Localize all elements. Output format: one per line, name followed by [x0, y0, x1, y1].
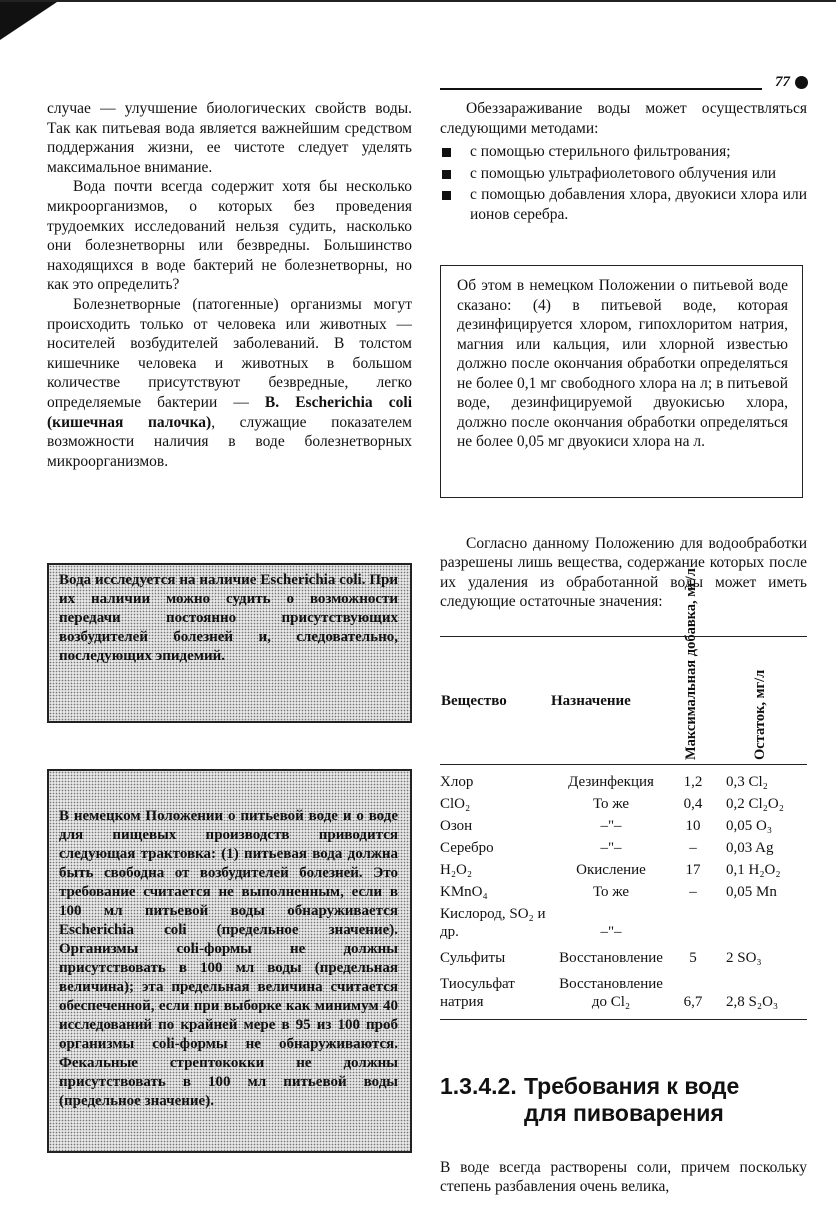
- cell-max-dose: 0,4: [683, 796, 703, 812]
- table-row: [440, 815, 807, 837]
- cell-purpose: Дезинфекция: [568, 774, 654, 790]
- cell-max-dose: –: [689, 840, 697, 856]
- section-title-line1: Требования к воде: [524, 1073, 740, 1099]
- cell-purpose: –"–: [600, 840, 622, 856]
- cell-purpose: Окисление: [576, 862, 646, 878]
- cell-substance: Хлор: [440, 774, 474, 790]
- cell-substance: Озон: [440, 818, 473, 834]
- header-substance: Вещество: [441, 692, 507, 709]
- cell-max-dose: 5: [689, 950, 697, 966]
- cell-residual: [714, 903, 807, 943]
- list-item: с помощью стерильного фильтрования;: [440, 142, 807, 162]
- table-header-row: [440, 637, 807, 765]
- table-row: [440, 765, 807, 794]
- pathogens-text-end: , служащие показателем возможности наличия в воде болезнетворных микроорганизмов.: [47, 413, 412, 470]
- list-item: с помощью ультрафиолетового облучения или: [440, 164, 807, 184]
- cell-purpose: Восстановление: [559, 950, 663, 966]
- cell-substance: KMnO₄: [440, 884, 488, 900]
- cell-residual: 0,05 Mn: [726, 884, 777, 900]
- cell-substance: Кислород, SO₂ и др.: [440, 906, 546, 940]
- cell-max-dose: 1,2: [683, 774, 703, 790]
- cell-residual: 0,05 O₃: [726, 818, 773, 834]
- cell-max-dose: –: [689, 884, 697, 900]
- highlight-box-ecoli: Вода исследуется на наличие Escherichia coli. При их наличии можно судить о возможности передачи постоянно присутствующих возбудителей болезней и, следовательно, последующих эпидемий.: [47, 563, 412, 723]
- cell-purpose: Восстановление до Cl₂: [559, 976, 663, 1010]
- list-item: с помощью добавления хлора, двуокиси хлора или ионов серебра.: [440, 185, 807, 224]
- cell-max-dose: [672, 903, 714, 943]
- section-title-line2: для пивоварения: [524, 1100, 724, 1126]
- section-heading: [440, 1073, 807, 1127]
- cell-max-dose: 10: [685, 818, 701, 834]
- table-row: [440, 903, 807, 943]
- cell-substance: Серебро: [440, 840, 494, 856]
- header-rule: [440, 88, 762, 90]
- cell-residual: 0,3 Cl₂: [726, 774, 768, 790]
- regulation-quote-text: Об этом в немецком Положении о питьевой воде сказано: (4) в питьевой воде, которая дезинфицируется хлором, гипохлоритом натрия, магния или кальция, или хлорной известью должно после окончания обработки определяться не более 0,1 мг свободного хлора на л; в питьевой воде, дезинфицируемой двуокисью хлора, должно после окончания обработки определяться не более 0,05 мг двуокиси хлора на л.: [457, 277, 788, 450]
- cell-max-dose: 17: [685, 862, 701, 878]
- header-purpose: Назначение: [551, 692, 631, 709]
- pathogens-text: Болезнетворные (патогенные) организмы могут происходить только от человека или животных — носителей возбудителей заболеваний. В толстом кишечнике человека и животных в большом количестве присутствуют безвредные, легко определяемые бактерии —: [47, 295, 412, 411]
- cell-purpose: То же: [592, 796, 630, 812]
- cell-substance: H₂O₂: [440, 862, 473, 878]
- cell-purpose: –"–: [600, 924, 622, 940]
- paragraph-pathogens: [47, 295, 412, 471]
- page-bullet-icon: [795, 76, 808, 89]
- header-residual: Остаток, мг/л: [751, 669, 768, 760]
- scan-top-edge: [0, 0, 836, 2]
- header-max-dose: Максимальная добавка, мг/л: [683, 568, 699, 760]
- paragraph-microorganisms: Вода почти всегда содержит хотя бы несколько микроорганизмов, о которых без проведения трудоемких исследований нельзя судить, насколько они болезнетворны или безвредны. Большинство находящихся в воде бактерий не болезнетворны, но как это определить?: [47, 178, 412, 294]
- disinfection-intro: Обеззараживание воды может осуществляться следующими методами:: [440, 100, 807, 137]
- section-number: 1.3.4.2.: [440, 1073, 517, 1099]
- cell-substance: ClO₂: [440, 796, 471, 812]
- table-row: [440, 793, 807, 815]
- cell-residual: 2,8 S₂O₃: [726, 994, 779, 1010]
- disinfection-methods-list: [440, 142, 807, 224]
- table-row: [440, 969, 807, 1020]
- cell-residual: 2 SO₃: [726, 950, 762, 966]
- paragraph-residuals: Согласно данному Положению для водообработки разрешены лишь вещества, содержание которых после их удаления из обработанной воды может иметь следующие остаточные значения:: [440, 534, 807, 611]
- cell-residual: 0,2 Cl₂O₂: [726, 796, 784, 812]
- page-header: [440, 74, 810, 94]
- page-corner-shadow: [0, 0, 60, 40]
- table-row: [440, 881, 807, 903]
- cell-substance: Тиосульфат натрия: [440, 976, 515, 1010]
- cell-residual: 0,03 Ag: [726, 840, 774, 856]
- cell-substance: Сульфиты: [440, 950, 506, 966]
- regulation-quote-box: [440, 265, 803, 498]
- paragraph-salts: В воде всегда растворены соли, причем поскольку степень разбавления очень велика,: [440, 1158, 807, 1196]
- paragraph-continued: случае — улучшение биологических свойств воды. Так как питьевая вода является важнейшим средством поддержания жизни, ее чистоте следует уделять максимальное внимание.: [47, 100, 412, 176]
- table-row: [440, 943, 807, 969]
- highlight-box-regulation: В немецком Положении о питьевой воде и о воде для пищевых производств приводится следующая трактовка: (1) питьевая вода должна быть свободна от возбудителей болезней. Это требование считается не выполненным, если в 100 мл питьевой воды обнаруживается Escherichia coli (предельное значение). Организмы coli-формы не должны присутствовать в 100 мл воды (предельная величина); эта предельная величина считается обеспеченной, если при выборке как минимум 40 исследований по крайней мере в 95 из 100 проб организмы coli-формы не обнаруживаются. Фекальные стрептококки не должны присутствовать в 100 мл питьевой воды (предельное значение).: [47, 769, 412, 1153]
- table-row: [440, 859, 807, 881]
- cell-residual: 0,1 H₂O₂: [726, 862, 781, 878]
- ecoli-term: B. Escherichia coli (кишечная палочка): [47, 393, 413, 431]
- cell-purpose: То же: [592, 884, 630, 900]
- cell-max-dose: 6,7: [683, 994, 703, 1010]
- table-row: [440, 837, 807, 859]
- page-number: 77: [775, 74, 790, 90]
- cell-purpose: –"–: [600, 818, 622, 834]
- right-column: [440, 99, 807, 227]
- left-column: [47, 99, 412, 471]
